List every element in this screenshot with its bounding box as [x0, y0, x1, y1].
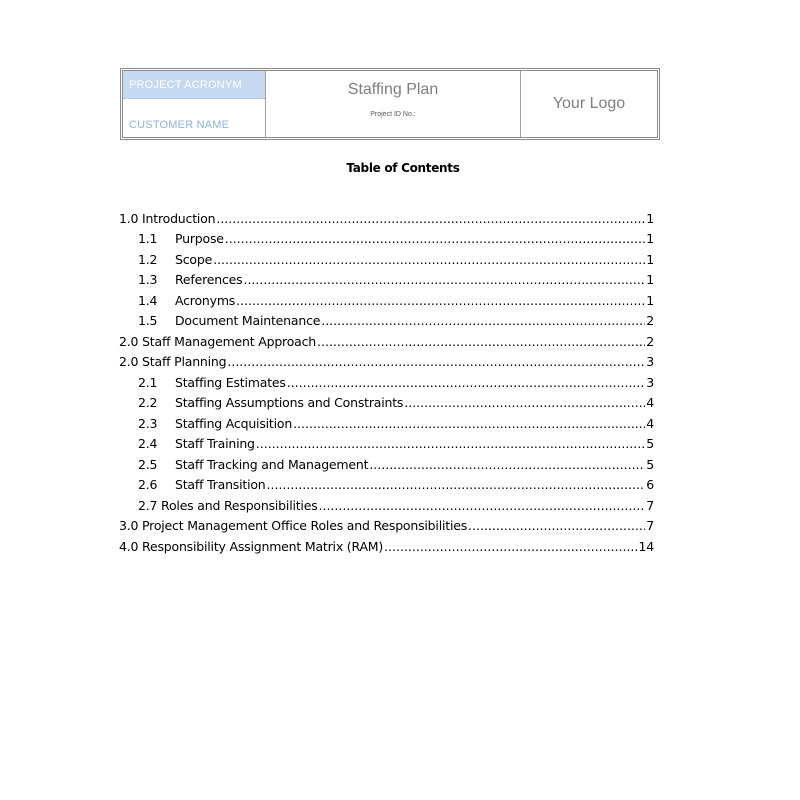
toc-entry-title: 3.0 Project Management Office Roles and Responsibilities: [119, 518, 468, 533]
toc-dot-leader: [236, 294, 645, 308]
toc-dot-leader: [384, 540, 637, 554]
toc-entry-title: Staff Training: [175, 436, 255, 451]
toc-dot-leader: [317, 335, 645, 349]
toc-dot-leader: [227, 355, 645, 369]
toc-dot-leader: [225, 232, 645, 246]
toc-dot-leader: [468, 519, 645, 533]
toc-entry-page: 3: [646, 374, 654, 390]
toc-entry[interactable]: [119, 226, 654, 247]
toc-entry[interactable]: [119, 349, 654, 370]
toc-entry-title: 2.0 Staff Planning: [119, 354, 227, 369]
toc-dot-leader: [267, 478, 646, 492]
header-left-cell: [123, 71, 266, 137]
toc-entry-number: 2.1: [138, 374, 158, 390]
toc-entry-number: 1.2: [138, 251, 158, 267]
toc-entry[interactable]: [119, 328, 654, 349]
toc-entry-title: Staff Transition: [175, 477, 266, 492]
toc-entry-page: 7: [646, 518, 654, 533]
toc-entry-number: 2.5: [138, 456, 158, 472]
toc-entry-number: 1.5: [138, 313, 158, 328]
toc-entry[interactable]: [119, 451, 654, 472]
logo-text: Your Logo: [552, 95, 626, 112]
toc-entry-title: Staff Tracking and Management: [175, 456, 369, 472]
toc-dot-leader: [404, 396, 645, 410]
toc-entry[interactable]: [119, 287, 654, 308]
toc-entry-title: Document Maintenance: [175, 313, 321, 328]
toc-entry[interactable]: [119, 513, 654, 534]
toc-entry[interactable]: [119, 390, 654, 411]
toc-entry-title: Scope: [175, 251, 213, 267]
header-title-cell: [266, 71, 521, 137]
customer-name: CUSTOMER NAME: [129, 119, 230, 131]
toc-entry[interactable]: [119, 267, 654, 288]
toc-entry-page: 4: [646, 395, 654, 410]
toc-entry[interactable]: [119, 410, 654, 431]
toc-entry-number: 1.4: [138, 292, 158, 308]
toc-entry-title: Staffing Estimates: [175, 374, 286, 390]
toc-entry-page: 6: [646, 477, 654, 492]
toc-dot-leader: [319, 499, 646, 513]
toc-dot-leader: [216, 212, 645, 226]
table-of-contents: [119, 205, 654, 554]
toc-entry-page: 1: [646, 292, 654, 308]
toc-entry-number: 2.3: [138, 415, 158, 431]
toc-entry-title: Staffing Assumptions and Constraints: [175, 395, 404, 410]
project-id-label: Project ID No.:: [370, 111, 416, 118]
project-acronym: PROJECT ACRONYM: [123, 71, 265, 99]
toc-entry-page: 14: [638, 538, 654, 554]
toc-entry-page: 1: [646, 251, 654, 267]
toc-entry-title: 2.7 Roles and Responsibilities: [138, 497, 318, 513]
toc-entry[interactable]: [119, 492, 654, 513]
toc-entry[interactable]: [119, 246, 654, 267]
toc-entry-title: 4.0 Responsibility Assignment Matrix (RAM): [119, 538, 384, 554]
toc-entry[interactable]: [119, 205, 654, 226]
document-header: [122, 70, 658, 138]
toc-dot-leader: [213, 253, 645, 267]
toc-entry-page: 5: [646, 456, 654, 472]
toc-entry-page: 2: [646, 333, 654, 349]
toc-entry-number: 1.1: [138, 231, 158, 246]
toc-entry[interactable]: [119, 369, 654, 390]
toc-entry-title: Staffing Acquisition: [175, 415, 293, 431]
toc-heading: Table of Contents: [346, 161, 460, 175]
toc-entry-title: Purpose: [175, 231, 224, 246]
toc-entry-number: 2.4: [138, 436, 158, 451]
toc-entry-number: 2.6: [138, 477, 158, 492]
toc-entry-page: 1: [646, 210, 654, 226]
toc-entry-title: 1.0 Introduction: [119, 210, 216, 226]
toc-entry-title: 2.0 Staff Management Approach: [119, 333, 317, 349]
toc-dot-leader: [256, 437, 645, 451]
toc-entry-page: 5: [646, 436, 654, 451]
toc-entry-page: 3: [646, 354, 654, 369]
toc-dot-leader: [287, 376, 646, 390]
toc-entry-page: 1: [646, 231, 654, 246]
toc-entry-number: 2.2: [138, 395, 158, 410]
toc-entry[interactable]: [119, 472, 654, 493]
toc-entry-page: 1: [646, 272, 654, 287]
toc-entry-title: Acronyms: [175, 292, 236, 308]
toc-entry-page: 7: [646, 497, 654, 513]
toc-entry-title: References: [175, 272, 243, 287]
toc-entry-page: 2: [646, 313, 654, 328]
toc-entry-number: 1.3: [138, 272, 158, 287]
toc-dot-leader: [243, 273, 645, 287]
toc-entry-page: 4: [646, 415, 654, 431]
toc-dot-leader: [321, 314, 645, 328]
toc-dot-leader: [293, 417, 645, 431]
toc-dot-leader: [369, 458, 645, 472]
document-title: Staffing Plan: [347, 81, 439, 98]
toc-entry[interactable]: [119, 533, 654, 554]
toc-entry[interactable]: [119, 308, 654, 329]
toc-entry[interactable]: [119, 431, 654, 452]
logo-placeholder: [521, 71, 657, 137]
